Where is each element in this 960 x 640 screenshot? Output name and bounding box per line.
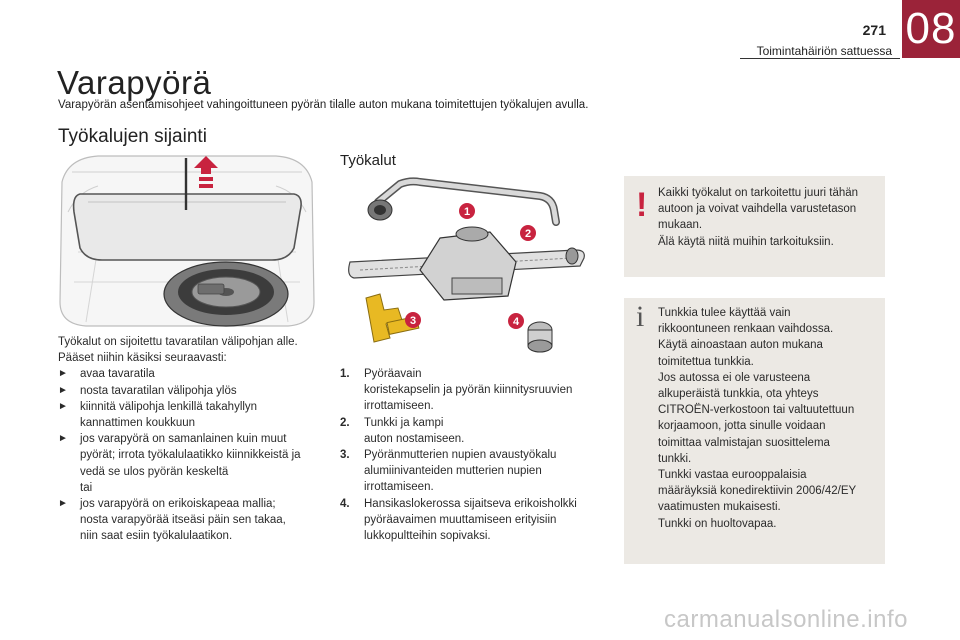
svg-text:4: 4: [512, 316, 520, 328]
tools-list-container: [340, 366, 610, 544]
tool-item-2: 2. Tunkki ja kampi auton nostamiseen.: [340, 416, 465, 445]
callout-3: [405, 312, 421, 328]
info-i-icon: i: [636, 300, 645, 333]
tool-location-text: [58, 334, 328, 545]
callout-1: [459, 203, 475, 219]
location-or: tai: [80, 481, 93, 494]
warning-note: [624, 176, 885, 277]
svg-text:3: 3: [409, 315, 417, 327]
bullet-arrow-icon: ►: [58, 384, 68, 396]
page-number: 271: [862, 22, 886, 38]
tools-heading: Työkalut: [340, 152, 396, 169]
tool-item-4: 4. Hansikaslokerossa sijaitseva erikoisholkki pyöräavaimen muuttamiseen erityisiin lukkopultteihin sopivaksi.: [340, 497, 577, 543]
svg-text:2: 2: [524, 228, 532, 240]
tools-illustration: [340, 170, 600, 360]
location-step: ► nosta tavaratilan välipohja ylös: [58, 383, 328, 399]
header-rule: [740, 58, 900, 59]
warning-exclamation-icon: !: [636, 186, 648, 224]
chapter-title: Toimintahäiriön sattuessa: [756, 44, 892, 58]
location-steps: [58, 366, 328, 479]
info-note-text: Tunkkia tulee käyttää vain rikkoontuneen renkaan vaihdossa. Käytä ainoastaan auton mukana toimitettua tunkkia. Jos autossa ei ole varusteena alkuperäistä tunkkia, ota yhteys CITROËN-verkostoon tai valtuutettuun korjaamoon, jotta sinulle voidaan toimittaa valmistajan suosittelema tunkki. Tunkki vastaa eurooppalaisia määräyksiä konedirektiivin 2006/42/EY vaatimusten mukaisesti. Tunkki on huoltovapaa.: [658, 307, 857, 530]
chapter-number-tab: 08: [902, 0, 960, 58]
location-line-1: Työkalut on sijoitettu tavaratilan välipohjan alle.: [58, 336, 298, 348]
svg-text:1: 1: [463, 206, 471, 218]
bullet-arrow-icon: ►: [58, 400, 68, 412]
location-line-2: Pääset niihin käsiksi seuraavasti:: [58, 352, 227, 365]
bullet-arrow-icon: ►: [58, 433, 68, 445]
location-step: ► jos varapyörä on samanlainen kuin muut pyörät; irrota työkalulaatikko kiinnikkeistä ja vedä se ulos pyörän keskeltä: [58, 433, 301, 478]
section-heading-tool-location: Työkalujen sijainti: [58, 126, 207, 147]
trunk-illustration: [58, 152, 316, 330]
warning-note-text: Kaikki työkalut on tarkoitettu juuri tähän autoon ja voivat vaihdella varustetason mukaan. Älä käytä niitä muihin tarkoituksiin.: [658, 187, 859, 248]
jack-image: [349, 227, 585, 300]
watermark-text: carmanualsonline.info: [664, 606, 908, 633]
special-socket-image: [528, 322, 552, 352]
location-step: ► avaa tavaratila: [58, 366, 328, 382]
page-title: Varapyörä: [57, 64, 212, 101]
bullet-arrow-icon: ►: [58, 498, 68, 510]
tool-item-3: 3. Pyöränmutterien nupien avaustyökalu alumiinivanteiden mutterien nupien irrottamiseen.: [340, 449, 557, 494]
tool-item-1: 1. Pyöräavain koristekapselin ja pyörän kiinnitysruuvien irrottamiseen.: [340, 368, 573, 413]
intro-text: Varapyörän asentamisohjeet vahingoittuneen pyörän tilalle auton mukana toimitettujen työkalujen avulla.: [58, 99, 589, 111]
location-step: ► jos varapyörä on erikoiskapeaa mallia; nosta varapyörää itseäsi päin sen takaa, niin saat esiin työkalulaatikon.: [58, 498, 286, 543]
tools-list: [340, 366, 610, 544]
location-step: ► kiinnitä välipohja lenkillä takahyllyn kannattimen koukkuun: [58, 400, 258, 430]
callout-2: [520, 225, 536, 241]
callout-4: [508, 313, 524, 329]
bullet-arrow-icon: ►: [58, 368, 68, 380]
info-note: [624, 298, 885, 564]
